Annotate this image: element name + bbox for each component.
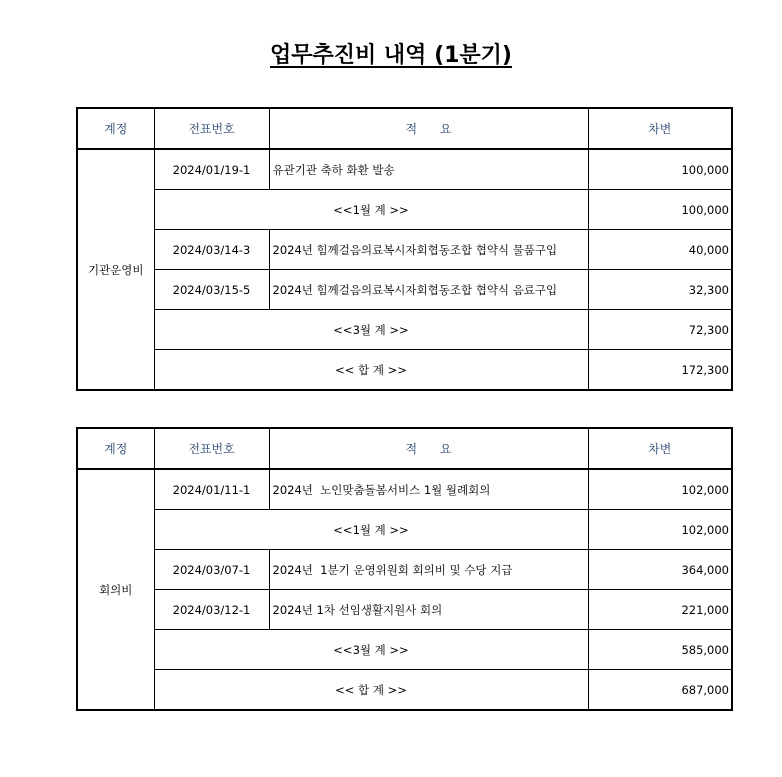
table-header-row [77, 108, 732, 149]
header-description: 적 요 [269, 108, 588, 149]
description: 2024년 힘께걸음의료복시자회협동조합 협약식 물품구입 [269, 230, 588, 270]
expense-table-meeting [76, 427, 733, 711]
amount: 221,000 [588, 590, 732, 630]
total-amount: 172,300 [588, 350, 732, 391]
subtotal-amount: 100,000 [588, 190, 732, 230]
header-amount: 차변 [588, 428, 732, 469]
total-amount: 687,000 [588, 670, 732, 711]
description: 2024년 힘께걸음의료복시자회협동조합 협약식 음료구입 [269, 270, 588, 310]
header-account: 계정 [77, 428, 154, 469]
amount: 100,000 [588, 149, 732, 190]
table-header-row [77, 428, 732, 469]
total-row [77, 670, 732, 711]
voucher-number: 2024/03/07-1 [154, 550, 269, 590]
account-cell: 기관운영비 [77, 149, 154, 390]
subtotal-amount: 585,000 [588, 630, 732, 670]
description: 2024년 1분기 운영위원회 회의비 및 수당 지급 [269, 550, 588, 590]
table-row [77, 469, 732, 510]
subtotal-row [77, 630, 732, 670]
voucher-number: 2024/03/15-5 [154, 270, 269, 310]
subtotal-label: <<3월 계 >> [154, 630, 588, 670]
description: 유관기관 축하 화환 발송 [269, 149, 588, 190]
account-cell: 회의비 [77, 469, 154, 710]
voucher-number: 2024/01/19-1 [154, 149, 269, 190]
voucher-number: 2024/03/12-1 [154, 590, 269, 630]
subtotal-label: <<1월 계 >> [154, 190, 588, 230]
table-row [77, 550, 732, 590]
page-title: 업무추진비 내역 (1분기) [269, 43, 512, 68]
header-account: 계정 [77, 108, 154, 149]
subtotal-label: <<1월 계 >> [154, 510, 588, 550]
description: 2024년 노인맞춤돌봄서비스 1월 월례회의 [269, 469, 588, 510]
header-description: 적 요 [269, 428, 588, 469]
subtotal-amount: 102,000 [588, 510, 732, 550]
subtotal-row [77, 190, 732, 230]
total-row [77, 350, 732, 391]
amount: 102,000 [588, 469, 732, 510]
voucher-number: 2024/03/14-3 [154, 230, 269, 270]
subtotal-row [77, 310, 732, 350]
amount: 364,000 [588, 550, 732, 590]
header-voucher: 전표번호 [154, 428, 269, 469]
header-voucher: 전표번호 [154, 108, 269, 149]
total-label: << 합 계 >> [154, 350, 588, 391]
table-row [77, 230, 732, 270]
total-label: << 합 계 >> [154, 670, 588, 711]
table-row [77, 270, 732, 310]
amount: 40,000 [588, 230, 732, 270]
header-amount: 차변 [588, 108, 732, 149]
subtotal-amount: 72,300 [588, 310, 732, 350]
subtotal-label: <<3월 계 >> [154, 310, 588, 350]
subtotal-row [77, 510, 732, 550]
amount: 32,300 [588, 270, 732, 310]
expense-table-institution [76, 107, 733, 391]
table-row [77, 149, 732, 190]
voucher-number: 2024/01/11-1 [154, 469, 269, 510]
description: 2024년 1차 선임생활지원사 회의 [269, 590, 588, 630]
table-row [77, 590, 732, 630]
